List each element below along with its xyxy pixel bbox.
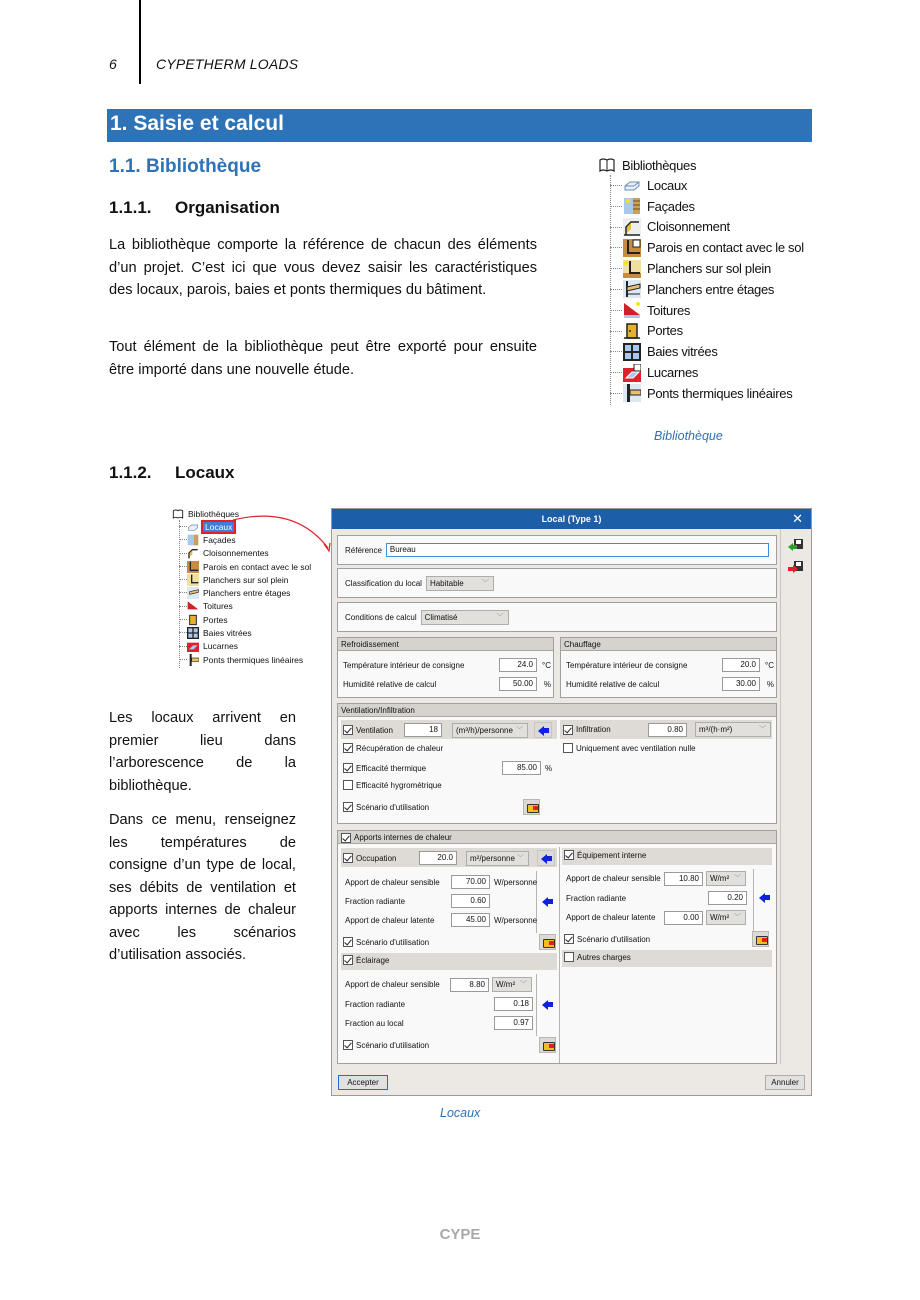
library-tree	[598, 155, 804, 404]
heading-organisation	[109, 198, 280, 218]
tree-item-planchers-sol[interactable]: Planchers sur sol plein	[172, 573, 311, 586]
lucarnes-icon	[187, 640, 199, 652]
chevron-down-icon: ﹀	[516, 726, 523, 734]
arrow-left-icon[interactable]	[538, 996, 556, 1012]
tree-item-planchers-etages[interactable]: Planchers entre étages	[598, 279, 804, 300]
footer-brand: CYPE	[439, 1226, 481, 1243]
heading-text: Locaux	[175, 463, 235, 482]
planchers-etages-icon	[623, 280, 641, 298]
unit: °C	[542, 660, 551, 670]
chevron-down-icon: ﹀	[759, 726, 766, 733]
tree-item-portes[interactable]: Portes	[598, 321, 804, 342]
occupation-unit-select[interactable]: m²/personne ﹀	[466, 851, 529, 866]
planchers-sol-icon	[623, 260, 641, 278]
accept-button[interactable]: Accepter	[338, 1075, 388, 1090]
tree-item-ponts[interactable]: Ponts thermiques linéaires	[598, 383, 804, 404]
field-label: Apport de chaleur sensible	[566, 874, 661, 883]
heading-text: Organisation	[175, 198, 280, 217]
unit-select[interactable]: W/m² ﹀	[706, 910, 746, 925]
efficacite-input[interactable]: 85.00	[502, 761, 541, 775]
paragraph: La bibliothèque comporte la référence de chacun des éléments d’un projet. C’est ici que vous devez saisir les caractéristiques des locaux, parois, baies et ponts thermiques du bâtiment.	[109, 237, 537, 298]
infiltration-unit-select[interactable]: m³/(h·m²) ﹀	[695, 722, 771, 737]
humidity-input[interactable]: 50.00	[499, 677, 537, 691]
reference-input[interactable]: Bureau	[386, 543, 769, 557]
classification-label: Classification du local	[345, 579, 422, 588]
occupation-checkbox[interactable]	[343, 853, 353, 863]
field-label: Uniquement avec ventilation nulle	[576, 743, 696, 753]
apports-group	[337, 830, 777, 1064]
scenario-edit-icon[interactable]	[539, 1037, 556, 1053]
field-label: Éclairage	[356, 955, 390, 965]
chevron-down-icon: ﹀	[734, 875, 741, 882]
cloisonnement-icon	[187, 547, 199, 559]
planchers-sol-icon	[187, 574, 199, 586]
local-dialog	[331, 508, 812, 1096]
field-label: Efficacité thermique	[356, 763, 427, 773]
divider	[559, 847, 560, 1063]
section-heading-h2: 1.1. Bibliothèque	[109, 156, 262, 177]
ventilation-group	[337, 703, 777, 824]
chauffage-group	[560, 637, 777, 698]
humidity-input[interactable]: 30.00	[722, 677, 760, 691]
chevron-down-icon: ﹀	[520, 981, 527, 988]
reference-box	[337, 535, 777, 565]
tree-item-lucarnes[interactable]: Lucarnes	[172, 640, 311, 653]
efficacite-hygrometrique-checkbox[interactable]	[343, 780, 353, 790]
sensible-input[interactable]: 8.80	[450, 978, 489, 992]
figure-caption-locaux: Locaux	[440, 1106, 481, 1120]
tree-item-baies[interactable]: Baies vitrées	[172, 626, 311, 639]
import-icon[interactable]	[788, 539, 804, 553]
divider	[753, 869, 754, 931]
field-label: Fraction radiante	[345, 999, 406, 1009]
refroidissement-group	[337, 637, 554, 698]
tree-item-facades[interactable]: Façades	[598, 196, 804, 217]
group-title: Chauffage	[561, 638, 776, 651]
field-label: Autres charges	[577, 952, 631, 962]
parois-sol-icon	[187, 561, 199, 573]
local-input[interactable]: 0.97	[494, 1016, 533, 1030]
ventilation-unit-select[interactable]: (m³/h)/personne ﹀	[452, 723, 528, 738]
document-title: CYPETHERM LOADS	[156, 56, 299, 72]
radiante-input[interactable]: 0.18	[494, 997, 533, 1011]
conditions-box	[337, 602, 777, 632]
tree-item-planchers-sol[interactable]: Planchers sur sol plein	[598, 258, 804, 279]
heading-number: 1.1.2.	[109, 463, 152, 482]
facades-icon	[187, 534, 199, 546]
tree-item-facades[interactable]: Façades	[172, 533, 311, 546]
scenario-edit-icon[interactable]	[539, 934, 556, 950]
chevron-down-icon: ﹀	[734, 914, 741, 921]
toitures-icon	[623, 301, 641, 319]
field-label: Fraction radiante	[345, 896, 406, 906]
parois-sol-icon	[623, 239, 641, 257]
locaux-icon	[623, 176, 641, 194]
eclairage-checkbox[interactable]	[343, 955, 353, 965]
paragraph: Les locaux arrivent en premier lieu dans l’arborescence de la bibliothèque.	[109, 710, 296, 794]
field-label: Ventilation	[356, 725, 393, 735]
pointer-arrow-icon	[200, 510, 335, 555]
unit: W/personne	[494, 877, 538, 887]
baies-icon	[187, 627, 199, 639]
toitures-icon	[187, 600, 199, 612]
field-label: Récupération de chaleur	[356, 743, 444, 753]
unit-select[interactable]: W/m² ﹀	[706, 871, 746, 886]
scenario-checkbox[interactable]	[343, 1040, 353, 1050]
reference-label: Référence	[345, 545, 382, 555]
temp-input[interactable]: 20.0	[722, 658, 760, 672]
tree-item-toitures[interactable]: Toitures	[172, 600, 311, 613]
ventilation-input[interactable]: 18	[404, 723, 442, 737]
sensible-input[interactable]: 70.00	[451, 875, 490, 889]
cancel-button[interactable]: Annuler	[765, 1075, 805, 1090]
lucarnes-icon	[623, 364, 641, 382]
export-icon[interactable]	[788, 561, 804, 575]
tree-item-locaux[interactable]: Locaux	[598, 175, 804, 196]
tree-item-lucarnes[interactable]: Lucarnes	[598, 362, 804, 383]
field-label: Fraction radiante	[566, 893, 627, 903]
arrow-left-icon[interactable]	[538, 893, 556, 909]
infiltration-input[interactable]: 0.80	[648, 723, 687, 737]
ventilation-checkbox[interactable]	[343, 725, 353, 735]
scenario-edit-icon[interactable]	[752, 931, 769, 947]
unit: W/personne	[494, 915, 538, 925]
field-label: Scénario d'utilisation	[356, 802, 430, 812]
heading-locaux	[109, 463, 235, 483]
tree-item-toitures[interactable]: Toitures	[598, 300, 804, 321]
portes-icon	[187, 614, 199, 626]
equipement-checkbox[interactable]	[564, 850, 574, 860]
classification-select[interactable]: Habitable ﹀	[426, 576, 494, 591]
field-label: Scénario d'utilisation	[577, 934, 651, 944]
paragraph: Tout élément de la bibliothèque peut être exporté pour ensuite être importé dans une nouvelle étude.	[109, 339, 537, 378]
tree-item-parois-sol[interactable]: Parois en contact avec le sol	[598, 237, 804, 258]
facades-icon	[623, 197, 641, 215]
field-label: Température intérieur de consigne	[343, 660, 465, 670]
apports-checkbox[interactable]	[341, 833, 351, 843]
arrow-left-icon[interactable]	[755, 889, 773, 905]
planchers-etages-icon	[187, 587, 199, 599]
arrow-left-icon[interactable]	[534, 722, 552, 738]
scenario-checkbox[interactable]	[343, 937, 353, 947]
divider	[536, 974, 537, 1036]
ponts-icon	[623, 384, 641, 402]
portes-icon	[623, 322, 641, 340]
field-label: Fraction au local	[345, 1018, 404, 1028]
field-label: Efficacité hygrométrique	[356, 780, 442, 790]
tree-item-ponts[interactable]: Ponts thermiques linéaires	[172, 653, 311, 666]
unit: %	[543, 679, 551, 689]
unit-select[interactable]: W/m² ﹀	[492, 977, 532, 992]
field-label: Occupation	[356, 853, 397, 863]
tree-root[interactable]: Bibliothèques	[598, 155, 804, 175]
conditions-select[interactable]: Climatisé ﹀	[421, 610, 509, 625]
header-rule	[139, 0, 141, 84]
ponts-icon	[187, 654, 199, 666]
unit: %	[766, 679, 774, 689]
latente-input[interactable]: 45.00	[451, 913, 490, 927]
uniquement-checkbox[interactable]	[563, 743, 573, 753]
scenario-checkbox[interactable]	[564, 934, 574, 944]
unit: %	[545, 763, 553, 773]
latente-input[interactable]: 0.00	[664, 911, 703, 925]
heading-number: 1.1.1.	[109, 198, 152, 217]
chevron-down-icon: ﹀	[517, 854, 524, 862]
tree-item-portes[interactable]: Portes	[172, 613, 311, 626]
field-label: Humidité relative de calcul	[343, 679, 437, 689]
field-label: Humidité relative de calcul	[566, 679, 660, 689]
field-label: Température intérieur de consigne	[566, 660, 688, 670]
tree-item-cloisonnement[interactable]: Cloisonnement	[598, 217, 804, 238]
dialog-title: Local (Type 1)	[541, 514, 602, 524]
scenario-checkbox[interactable]	[343, 802, 353, 812]
baies-icon	[623, 343, 641, 361]
tree-item-locaux-selected[interactable]: Locaux	[172, 520, 311, 533]
sensible-input[interactable]: 10.80	[664, 872, 703, 886]
scenario-edit-icon[interactable]	[523, 799, 540, 815]
tree-item-parois-sol[interactable]: Parois en contact avec le sol	[172, 560, 311, 573]
group-title: Ventilation/Infiltration	[338, 704, 776, 717]
book-icon	[172, 508, 184, 520]
field-label: Scénario d'utilisation	[356, 937, 430, 947]
arrow-left-icon[interactable]	[537, 850, 555, 866]
tree-item-planchers-etages[interactable]: Planchers entre étages	[172, 586, 311, 599]
efficacite-thermique-checkbox[interactable]	[343, 763, 353, 773]
occupation-input[interactable]: 20.0	[419, 851, 457, 865]
dialog-titlebar	[332, 509, 811, 529]
tree-root[interactable]: Bibliothèques	[172, 508, 311, 520]
apports-header: Apports internes de chaleur	[338, 831, 776, 844]
unit: °C	[765, 660, 774, 670]
conditions-label: Conditions de calcul	[345, 613, 417, 622]
infiltration-checkbox[interactable]	[563, 725, 573, 735]
page-number: 6	[109, 56, 117, 72]
field-label: Apport de chaleur sensible	[345, 980, 440, 989]
section-heading-h1: 1. Saisie et calcul	[107, 109, 812, 142]
tree-item-baies[interactable]: Baies vitrées	[598, 341, 804, 362]
classification-box	[337, 568, 777, 598]
radiante-input[interactable]: 0.20	[708, 891, 747, 905]
chevron-down-icon: ﹀	[481, 580, 489, 587]
autres-charges-checkbox[interactable]	[564, 952, 574, 962]
field-label: Apport de chaleur latente	[566, 913, 656, 922]
tree-item-cloisonnement[interactable]: Cloisonnementes	[172, 547, 311, 560]
locaux-icon	[187, 521, 199, 533]
radiante-input[interactable]: 0.60	[451, 894, 490, 908]
side-divider	[780, 529, 781, 1064]
recuperation-checkbox[interactable]	[343, 743, 353, 753]
field-label: Scénario d'utilisation	[356, 1040, 430, 1050]
figure-caption-bibliotheque: Bibliothèque	[654, 429, 723, 443]
paragraph: Dans ce menu, renseignez les températures de consigne d’un type de local, ses débits de ventilation et apports internes de chaleur avec les scénarios d’utilisation associés.	[109, 812, 296, 963]
temp-input[interactable]: 24.0	[499, 658, 537, 672]
chevron-down-icon: ﹀	[496, 614, 504, 621]
close-button[interactable]: ✕	[792, 511, 803, 526]
field-label: Apport de chaleur latente	[345, 915, 435, 925]
field-label: Infiltration	[576, 725, 611, 734]
book-icon	[598, 156, 616, 174]
group-title: Refroidissement	[338, 638, 553, 651]
field-label: Apport de chaleur sensible	[345, 877, 440, 887]
cloisonnement-icon	[623, 218, 641, 236]
field-label: Équipement interne	[577, 850, 647, 860]
